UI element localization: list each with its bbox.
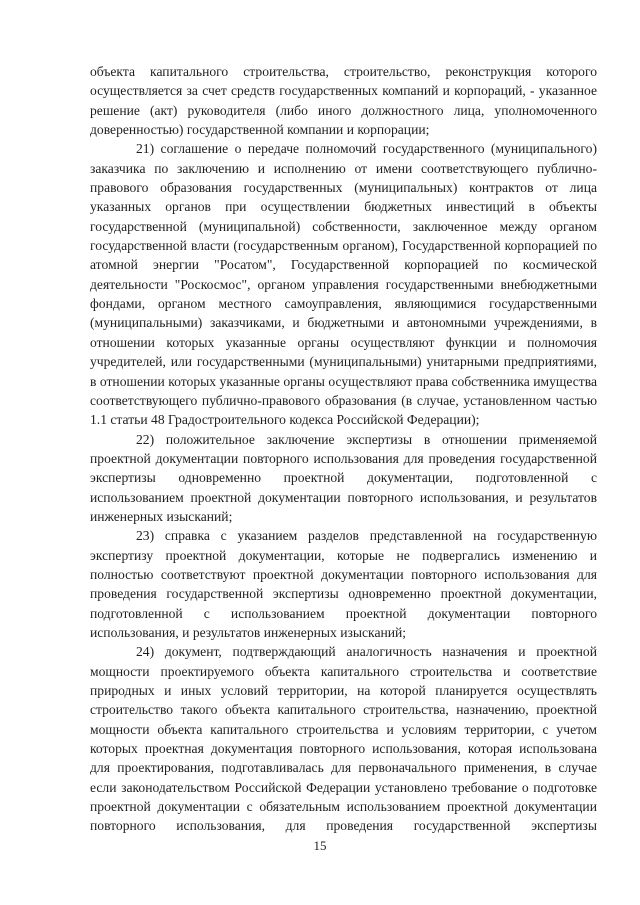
- paragraph-item-24: 24) документ, подтверждающий аналогичность назначения и проектной мощности проектируемого объекта капитального строительства и соответствие природных и иных условий территории, на которой планируется осуществлять строительство такого объекта капитального строительства, назначению, проектной мощности объекта капитального строительства и условиям территории, с учетом которых проектная документация повторного использования, которая использована для проектирования, подготавливалась для первоначального применения, в случае если законодательством Российской Федерации установлено требование о подготовке проектной документации с обязательным использованием проектной документации повторного использования, для проведения государственной экспертизы: [90, 644, 597, 834]
- paragraph-item-21: 21) соглашение о передаче полномочий государственного (муниципального) заказчика по заключению и исполнению от имени соответствующего публично-правового образования государственных (муниципальных) контрактов от лица указанных органов при осуществлении бюджетных инвестиций в объекты государственной (муниципальной) собственности, заключенное между органом государственной власти (государственным органом), Государственной корпорацией по атомной энергии "Росатом", Государственной корпорацией по космической деятельности "Роскосмос", органом управления государственными внебюджетными фондами, органом местного самоуправления, являющимися государственными (муниципальными) заказчиками, и бюджетными и автономными учреждениями, в отношении которых указанные органы осуществляют функции и полномочия учредителей, или государственными (муниципальными) унитарными предприятиями, в отношении которых указанные органы осуществляют права собственника имущества соответствующего публично-правового образования (в случае, установленном частью 1.1 статьи 48 Градостроительного кодекса Российской Федерации);: [90, 141, 597, 428]
- paragraph-item-23: 23) справка с указанием разделов представленной на государственную экспертизу проектной документации, которые не подвергались изменению и полностью соответствуют проектной документации повторного использования для проведения государственной экспертизы одновременно проектной документации, подготовленной с использованием проектной документации повторного использования, и результатов инженерных изысканий;: [90, 528, 597, 640]
- paragraph-continuation: объекта капитального строительства, строительство, реконструкция которого осуществляется за счет средств государственных компаний и корпораций, - указанное решение (акт) руководителя (либо иного должностного лица, уполномоченного доверенностью) государственной компании и корпорации;: [90, 64, 597, 138]
- paragraph-item-22: 22) положительное заключение экспертизы в отношении применяемой проектной документации повторного использования для проведения государственной экспертизы одновременно проектной документации, подготовленной с использованием проектной документации повторного использования, и результатов инженерных изысканий;: [90, 431, 597, 524]
- page-number: 15: [313, 838, 327, 853]
- document-body: [90, 62, 597, 836]
